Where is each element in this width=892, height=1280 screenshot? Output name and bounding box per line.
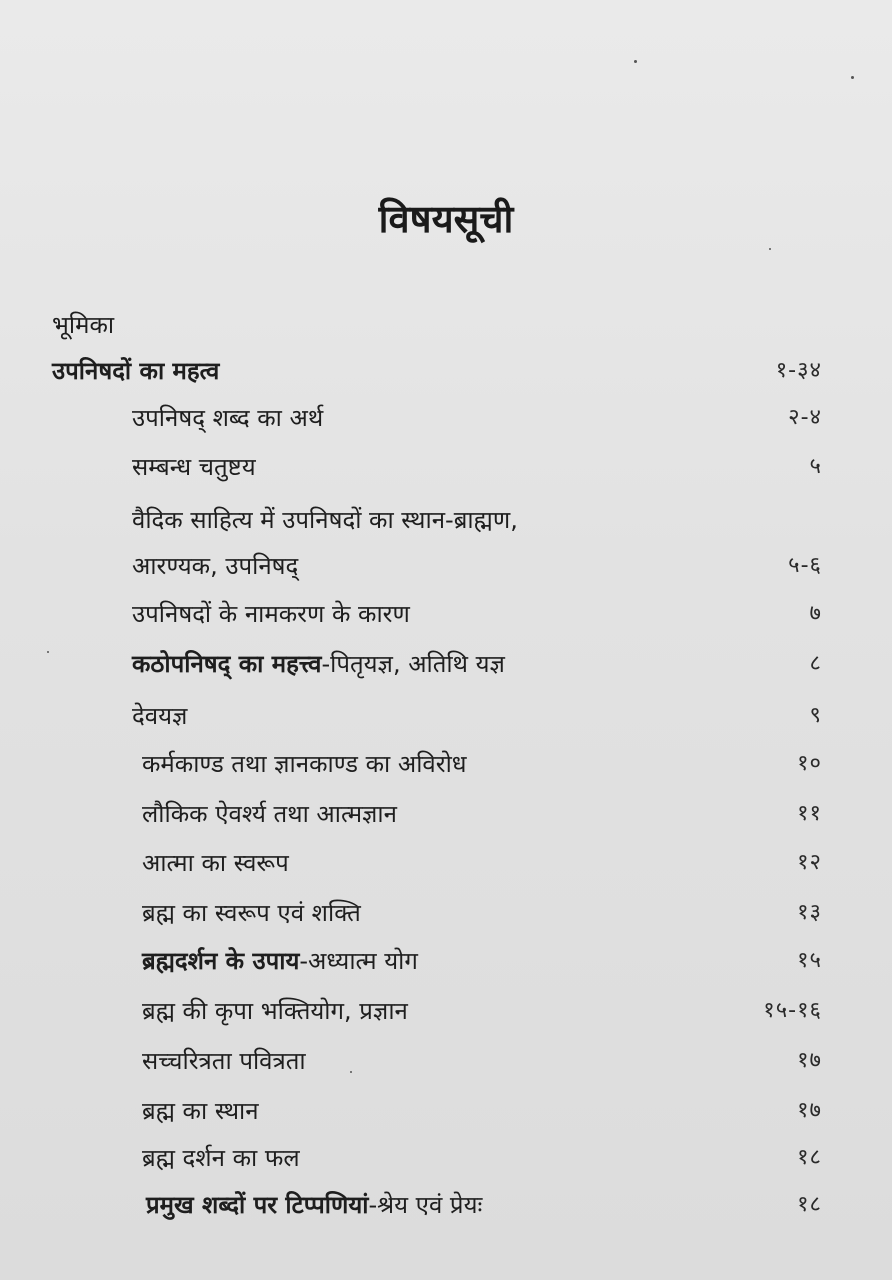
toc-entry bbox=[0, 1190, 892, 1238]
toc-page-number: ७ bbox=[809, 601, 822, 626]
toc-entry bbox=[0, 452, 892, 500]
toc-entry bbox=[0, 898, 892, 946]
toc-entry bbox=[0, 996, 892, 1044]
toc-page-number: १८ bbox=[797, 1192, 822, 1217]
paper-speck bbox=[350, 1071, 352, 1073]
toc-entry-title: भूमिका bbox=[52, 311, 115, 339]
page-title: विषयसूची bbox=[378, 197, 514, 241]
toc-page-number: १८ bbox=[797, 1145, 822, 1170]
toc-page-number: ११ bbox=[797, 801, 822, 826]
toc-page-number: १२ bbox=[797, 850, 822, 875]
toc-entry-title: उपनिषदों का महत्व bbox=[52, 357, 220, 385]
toc-entry-title: उपनिषदों के नामकरण के कारण bbox=[132, 600, 410, 628]
toc-entry bbox=[0, 356, 892, 404]
toc-entry bbox=[0, 701, 892, 749]
toc-entry bbox=[0, 551, 892, 599]
toc-entry bbox=[0, 946, 892, 994]
toc-entry bbox=[0, 1046, 892, 1094]
toc-page-number: १५-१६ bbox=[763, 998, 822, 1023]
toc-page-number: २-४ bbox=[788, 405, 822, 430]
toc-entry bbox=[0, 310, 892, 358]
toc-page-number: १-३४ bbox=[775, 358, 822, 383]
toc-page-number: ५-६ bbox=[788, 553, 822, 578]
toc-entry-title: आत्मा का स्वरूप bbox=[142, 849, 289, 877]
toc-entry-title: लौकिक ऐवर्श्य तथा आत्मज्ञान bbox=[142, 800, 397, 828]
toc-entry-title: देवयज्ञ bbox=[132, 702, 188, 730]
toc-entry-title: ब्रह्म का स्वरूप एवं शक्ति bbox=[142, 899, 361, 927]
toc-page-number: १३ bbox=[797, 900, 822, 925]
toc-entry bbox=[0, 649, 892, 697]
toc-entry-title: कठोपनिषद् का महत्त्व-पितृयज्ञ, अतिथि यज्ञ bbox=[132, 650, 505, 678]
toc-entry-title: कर्मकाण्ड तथा ज्ञानकाण्ड का अविरोध bbox=[142, 750, 467, 778]
toc-entry bbox=[0, 848, 892, 896]
toc-entry-title: ब्रह्म का स्थान bbox=[142, 1097, 259, 1125]
toc-entry bbox=[0, 749, 892, 797]
toc-page-number: ९ bbox=[809, 703, 822, 728]
toc-page-number: १० bbox=[797, 751, 822, 776]
toc-entry bbox=[0, 1096, 892, 1144]
toc-entry bbox=[0, 505, 892, 553]
toc-page-number: ८ bbox=[809, 651, 822, 676]
toc-entry bbox=[0, 599, 892, 647]
toc-entry-title: आरण्यक, उपनिषद् bbox=[132, 552, 299, 580]
paper-speck bbox=[47, 651, 49, 653]
paper-speck bbox=[851, 76, 854, 79]
toc-page-number: ५ bbox=[809, 454, 822, 479]
toc-entry-title: वैदिक साहित्य में उपनिषदों का स्थान-ब्राह्मण, bbox=[132, 506, 518, 534]
toc-entry bbox=[0, 403, 892, 451]
toc-page-number: १७ bbox=[797, 1048, 822, 1073]
toc-entry-title: ब्रह्मदर्शन के उपाय-अध्यात्म योग bbox=[142, 947, 418, 975]
toc-page-number: १७ bbox=[797, 1098, 822, 1123]
paper-speck bbox=[634, 60, 637, 63]
paper-speck bbox=[769, 248, 771, 250]
toc-entry-title: सम्बन्ध चतुष्टय bbox=[132, 453, 256, 481]
toc-entry-title: ब्रह्म दर्शन का फल bbox=[142, 1144, 300, 1172]
toc-entry bbox=[0, 1143, 892, 1191]
toc-entry-title: सच्चरित्रता पवित्रता bbox=[142, 1047, 306, 1075]
toc-entry-title: प्रमुख शब्दों पर टिप्पणियां-श्रेय एवं प्रेयः bbox=[146, 1191, 483, 1219]
toc-entry-title: ब्रह्म की कृपा भक्तियोग, प्रज्ञान bbox=[142, 997, 408, 1025]
toc-entry bbox=[0, 799, 892, 847]
toc-page-number: १५ bbox=[797, 948, 822, 973]
toc-entry-title: उपनिषद् शब्द का अर्थ bbox=[132, 404, 324, 432]
